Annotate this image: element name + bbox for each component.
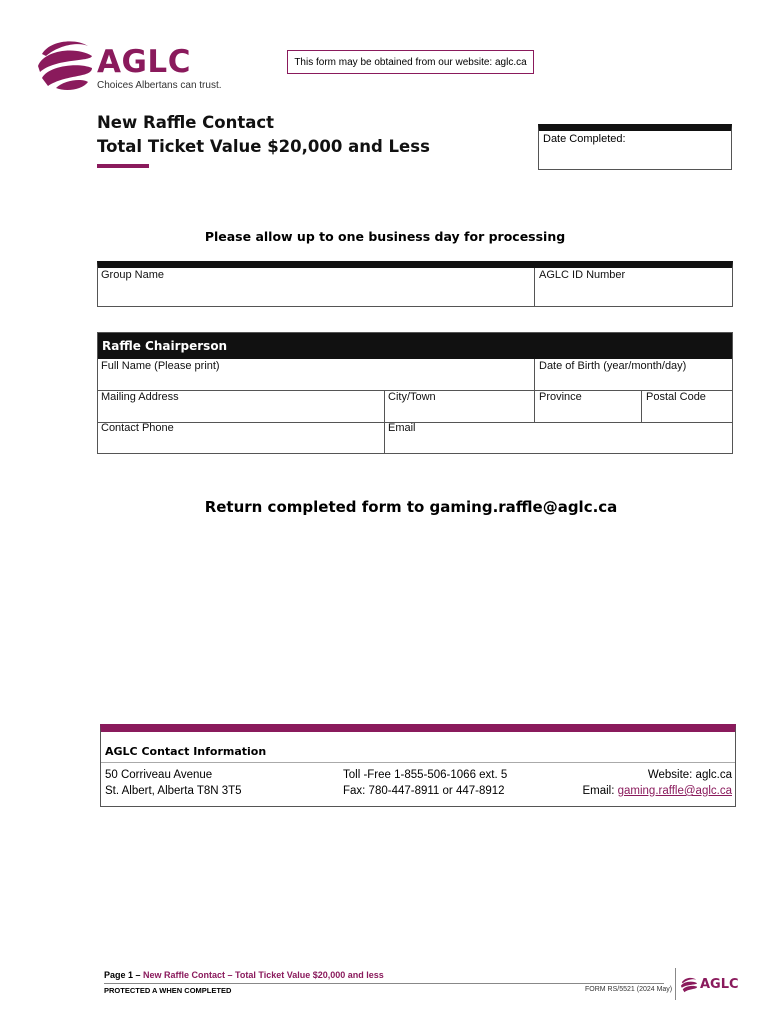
contact-info-title: AGLC Contact Information [105,745,267,758]
province-label: Province [539,391,582,403]
footer-protected: PROTECTED A WHEN COMPLETED [104,986,232,995]
aglc-id-field[interactable] [535,268,732,306]
email-field[interactable] [385,423,732,453]
page-title [97,111,430,159]
dob-field[interactable] [535,359,732,390]
postal-code-field[interactable] [642,391,732,422]
city-field[interactable] [385,391,534,422]
toll-free-line: Toll -Free 1-855-506-1066 ext. 5 [343,769,508,781]
logo-wordmark: AGLC [97,44,191,80]
website-line: Website: aglc.ca [647,769,732,781]
processing-note: Please allow up to one business day for processing [204,229,566,244]
aglc-globe-small-icon [680,976,698,994]
postal-code-label: Postal Code [646,391,706,403]
dob-label: Date of Birth (year/month/day) [539,360,687,372]
footer-page-label: Page 1 – [104,970,144,980]
footer-form-title: New Raffle Contact – Total Ticket Value $20,000 and less [143,970,384,980]
mailing-address-field[interactable] [98,391,384,422]
footer-logo [680,974,740,996]
email-line [582,783,732,799]
province-field[interactable] [535,391,641,422]
date-completed-field[interactable] [538,124,732,170]
full-name-label: Full Name (Please print) [101,360,220,372]
aglc-id-label: AGLC ID Number [539,269,626,281]
footer-form-id: FORM RS/5521 (2024 May) [585,986,673,993]
return-instruction: Return completed form to gaming.raffle@aglc.ca [204,498,618,516]
mailing-address-label: Mailing Address [101,391,179,403]
date-completed-label: Date Completed: [543,133,626,145]
chairperson-table [97,332,733,454]
title-line-2: Total Ticket Value $20,000 and Less [97,137,430,156]
contact-phone-label: Contact Phone [101,422,174,434]
footer-divider [675,968,676,1000]
website-notice-text: This form may be obtained from our website: aglc.ca [294,56,527,68]
title-line-1: New Raffle Contact [97,113,275,132]
contact-info-box [100,724,736,807]
website-notice [287,50,534,74]
chairperson-heading [98,333,732,359]
group-name-label: Group Name [101,269,164,281]
footer-page-title [104,970,384,980]
city-label: City/Town [388,391,436,403]
email-prefix: Email: [582,785,618,797]
fax-line: Fax: 780-447-8911 or 447-8912 [343,785,505,797]
footer-rule [104,983,664,984]
full-name-field[interactable] [98,359,534,390]
address-line-1: 50 Corriveau Avenue [105,769,213,781]
email-label: Email [388,422,416,434]
title-underline [97,164,149,168]
contact-web [582,767,732,799]
group-name-field[interactable] [98,268,534,306]
address-line-2: St. Albert, Alberta T8N 3T5 [105,785,242,797]
contact-phone-field[interactable] [98,423,384,453]
group-info-table [97,261,733,307]
contact-phones [343,767,507,799]
aglc-globe-logo-icon [36,36,96,92]
footer-logo-text: AGLC [700,977,739,992]
logo-tagline: Choices Albertans can trust. [97,80,222,91]
row-divider [101,762,735,763]
email-link[interactable]: gaming.raffle@aglc.ca [617,785,732,797]
chairperson-heading-text: Raffle Chairperson [102,339,228,353]
contact-address [105,767,242,799]
